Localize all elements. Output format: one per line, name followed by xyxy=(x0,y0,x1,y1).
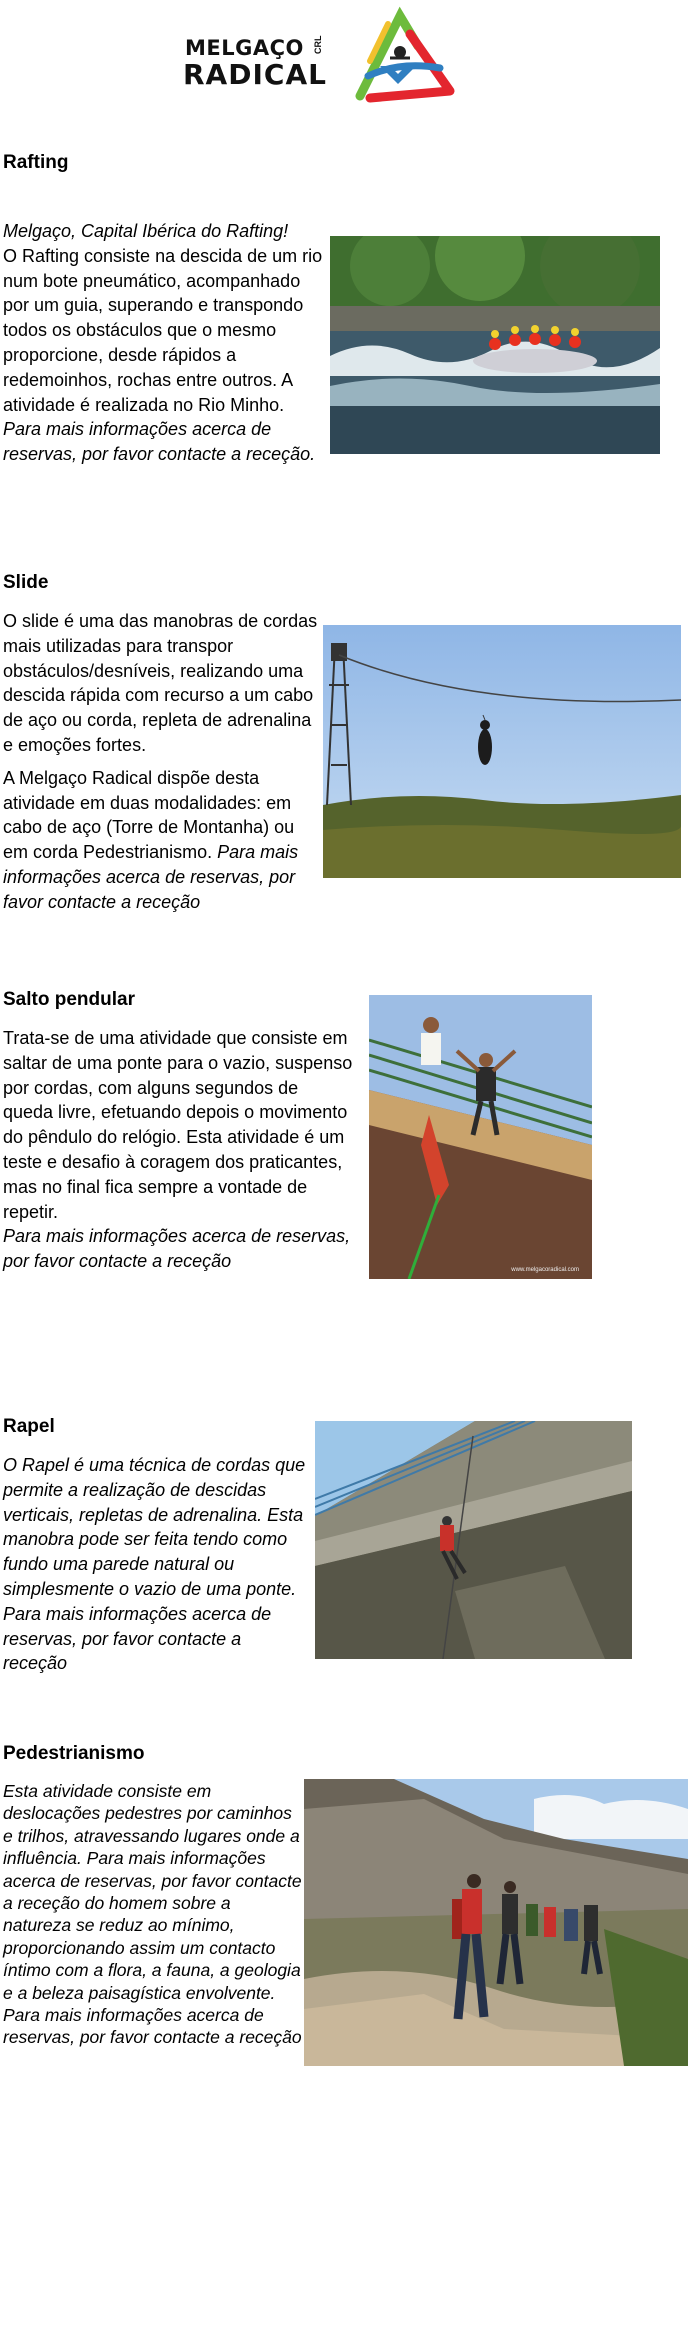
salto-more-info: Para mais informações acerca de reservas, por favor contacte a receção xyxy=(3,1226,351,1272)
section-text-pedestrianismo xyxy=(3,1780,303,2049)
melgaco-radical-logo xyxy=(180,6,480,106)
rafting-more-info: Para mais informações acerca de reservas, por favor contacte a receção. xyxy=(3,419,316,465)
logo-line2: RADICAL xyxy=(183,58,327,91)
rafting-intro: Melgaço, Capital Ibérica do Rafting! xyxy=(3,221,289,241)
section-text-salto-pendular xyxy=(3,1026,353,1274)
logo-suffix: CRL xyxy=(313,35,323,54)
section-title-salto-pendular: Salto pendular xyxy=(3,989,135,1010)
salto-body: Trata-se de uma atividade que consiste em saltar de uma ponte para o vazio, suspenso por cordas, com alguns segundos de queda livre, efetuando depois o movimento do pêndulo do relógio. Esta atividade é um teste e desafio à coragem dos praticantes, mas no final fica sempre a vontade de repetir. xyxy=(3,1028,353,1222)
section-title-pedestrianismo: Pedestrianismo xyxy=(3,1743,145,1764)
pedestrianismo-body: Esta atividade consiste em deslocações pedestres por caminhos e trilhos, atravessando lugares onde a influência. Para mais informações acerca de reservas, por favor contacte a receção do homem sobre a natureza se reduz ao mínimo, proporcionando assim um contacto íntimo com a flora, a fauna, a geologia e a beleza paisagística envolvente. Para mais informações acerca de reservas, por favor contacte a receção xyxy=(3,1781,302,2048)
pedestrianismo-photo xyxy=(304,1779,688,2066)
salto-photo-caption: www.melgacoradical.com xyxy=(511,1267,579,1273)
slide-body: O slide é uma das manobras de cordas mais utilizadas para transpor obstáculos/desníveis, realizando uma descida rápida com recurso a um cabo de aço ou corda, repleta de adrenalina e emoções fortes. xyxy=(3,611,318,755)
section-text-rapel xyxy=(3,1453,308,1676)
section-title-slide: Slide xyxy=(3,572,49,593)
slide-body2: A Melgaço Radical dispõe desta atividade em duas modalidades: em cabo de aço (Torre de Montanha) ou em corda Pedestrianismo. xyxy=(3,767,295,863)
rafting-body: O Rafting consiste na descida de um rio num bote pneumático, acompanhado por um guia, superando e transpondo todos os obstáculos que o mesmo proporcione, desde rápidos a redemoinhos, rochas entre outros. A atividade é realizada no Rio Minho. xyxy=(3,245,323,415)
salto-pendular-photo xyxy=(369,995,592,1279)
section-text-rafting xyxy=(3,219,328,467)
section-text-slide xyxy=(3,609,323,915)
rafting-photo xyxy=(330,236,660,454)
slide-more-info: Para mais informações acerca de reservas, por favor contacte a receção xyxy=(3,842,299,912)
section-title-rafting: Rafting xyxy=(3,152,69,173)
rapel-body: O Rapel é uma técnica de cordas que permite a realização de descidas verticais, repletas de adrenalina. Esta manobra pode ser feita tendo como fundo uma parede natural ou simplesmente o vazio de uma ponte. Para mais informações acerca de reservas, por favor contacte a receção xyxy=(3,1455,306,1674)
rapel-photo xyxy=(315,1421,632,1659)
section-title-rapel: Rapel xyxy=(3,1416,55,1437)
slide-photo xyxy=(323,625,681,878)
logo-mark-icon xyxy=(340,6,480,106)
logo-line1: MELGAÇO xyxy=(185,36,304,60)
